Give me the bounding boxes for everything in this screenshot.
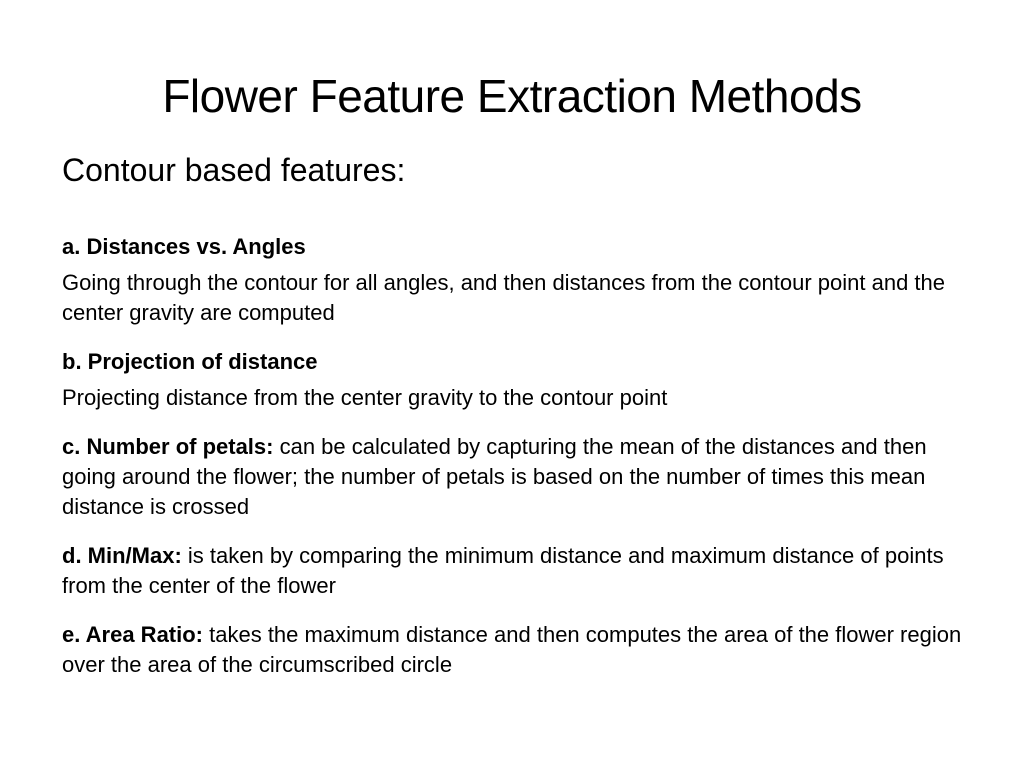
item-distances-vs-angles [62, 232, 982, 328]
item-lead: e. Area Ratio: [62, 622, 204, 647]
item-lead: c. Number of petals: [62, 434, 274, 459]
item-paragraph [62, 432, 982, 522]
item-text: Going through the contour for all angles, and then distances from the contour point and the center gravity are computed [62, 270, 946, 325]
item-min-max [62, 541, 982, 601]
slide-title: Flower Feature Extraction Methods [162, 70, 862, 122]
item-text: takes the maximum distance and then computes the area of the flower region over the area of the circumscribed circle [62, 622, 962, 677]
item-paragraph [62, 620, 982, 680]
slide-content [62, 232, 982, 680]
item-text: is taken by comparing the minimum distance and maximum distance of points from the center of the flower [62, 543, 944, 598]
item-heading: a. Distances vs. Angles [62, 234, 306, 259]
item-number-of-petals [62, 432, 982, 522]
slide-subtitle: Contour based features: [62, 152, 406, 188]
item-projection-of-distance [62, 347, 982, 413]
item-heading: b. Projection of distance [62, 349, 318, 374]
item-paragraph [62, 541, 982, 601]
item-lead: d. Min/Max: [62, 543, 182, 568]
item-text: can be calculated by capturing the mean of the distances and then going around the flower; the number of petals is based on the number of times this mean distance is crossed [62, 434, 927, 519]
item-area-ratio [62, 620, 982, 680]
item-text: Projecting distance from the center gravity to the contour point [62, 385, 668, 410]
